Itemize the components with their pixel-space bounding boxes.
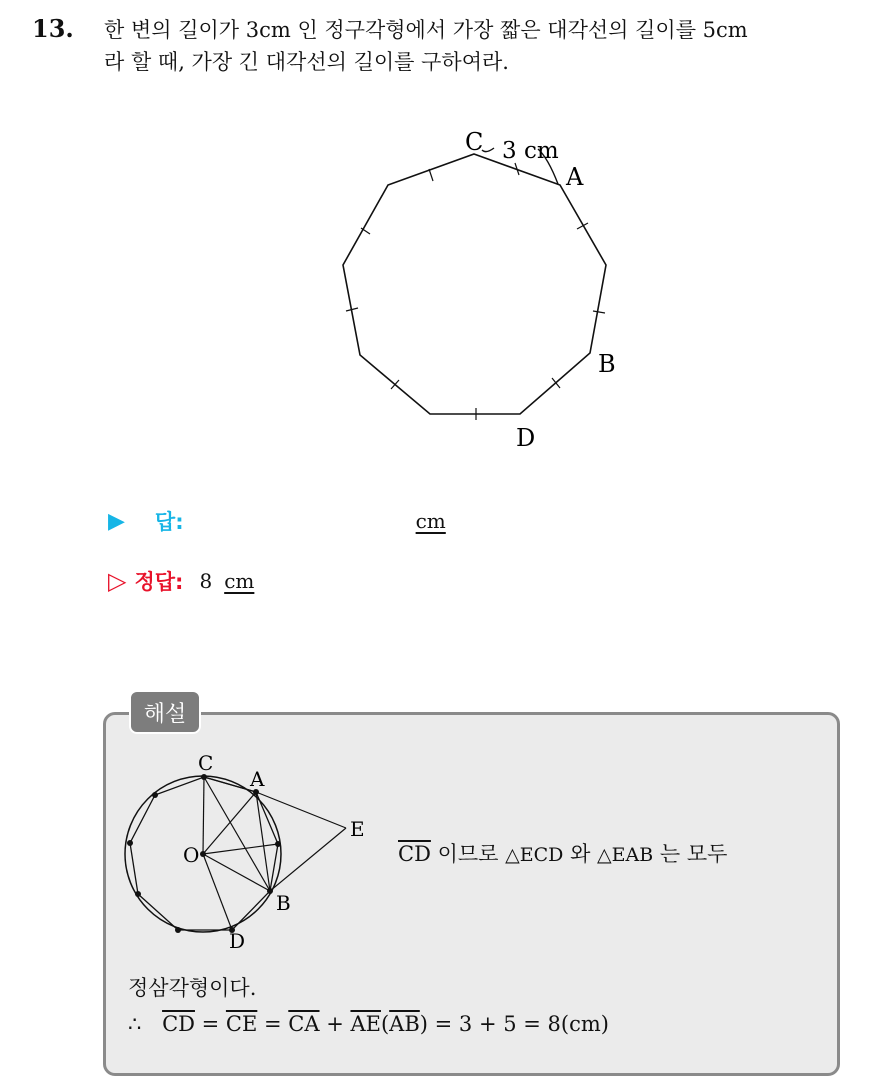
nonagon-shape xyxy=(343,154,606,414)
nonagon-figure xyxy=(0,0,884,470)
seg-ae: $\overline{AE}$ xyxy=(350,1012,381,1036)
correct-label: 정답: xyxy=(134,570,184,594)
plus-sign: + xyxy=(319,1012,351,1036)
correct-value: 8 xyxy=(199,569,213,593)
seg-ca: $\overline{CA}$ xyxy=(288,1012,320,1036)
question-line-2: 라 할 때, 가장 긴 대각선의 길이를 구하여라. xyxy=(104,50,509,74)
label-A: A xyxy=(566,163,584,191)
answer-label: 답: xyxy=(154,510,184,534)
triangle-ecd: △ECD xyxy=(505,844,564,866)
result-text: = 3 + 5 = 8(cm) xyxy=(427,1012,609,1036)
eq-1: = xyxy=(194,1012,226,1036)
tick-marks xyxy=(346,163,605,420)
therefore-symbol: ∴ xyxy=(128,1012,142,1036)
explanation-tag: 해설 xyxy=(129,690,201,734)
seg-cd: $\overline{CD}$ xyxy=(162,1012,195,1036)
side-length-label: 3 cm xyxy=(502,138,559,164)
segment-cd: $\overline{CD}$ xyxy=(398,842,431,866)
correct-unit: cm xyxy=(224,569,255,593)
question-number: 13. xyxy=(32,14,74,43)
explanation-line-1 xyxy=(398,838,727,868)
explanation-line-2: 정삼각형이다. xyxy=(128,976,257,1000)
eq-2: = xyxy=(257,1012,289,1036)
exp-label-D: D xyxy=(229,929,246,953)
label-B: B xyxy=(598,350,616,378)
exp-label-A: A xyxy=(250,767,265,791)
explanation-diagram xyxy=(100,740,500,1000)
exp-label-C: C xyxy=(198,751,214,775)
label-C: C xyxy=(465,128,484,156)
exp-label-B: B xyxy=(276,891,291,915)
exp-text-1: 이므로 xyxy=(430,842,506,866)
explanation-line-3: ∴ $\overline{CD} = \overline{CE} = \overline{CA} + \overline{AE}(\overline{AB}) = 3 + 5 = 8(cm)$ xyxy=(128,1012,609,1036)
triangle-eab: △EAB xyxy=(597,844,654,866)
seg-ab: $\overline{AB}$ xyxy=(389,1012,420,1036)
answer-row xyxy=(108,506,446,536)
exp-text-3: 는 모두 xyxy=(653,842,728,866)
answer-unit: cm xyxy=(415,509,446,533)
answer-marker-icon: ▶ xyxy=(108,508,125,534)
exp-text-2: 와 xyxy=(563,842,598,866)
label-D: D xyxy=(516,424,536,452)
correct-answer-row xyxy=(108,566,254,596)
exp-label-E: E xyxy=(350,817,365,841)
seg-ce: $\overline{CE}$ xyxy=(225,1012,258,1036)
diagram-lines xyxy=(203,777,346,930)
answer-blank[interactable] xyxy=(184,509,416,533)
question-line-1: 한 변의 길이가 3cm 인 정구각형에서 가장 짧은 대각선의 길이를 5cm xyxy=(104,18,748,42)
correct-marker-icon: ▷ xyxy=(108,567,127,595)
exp-label-O: O xyxy=(183,843,200,867)
